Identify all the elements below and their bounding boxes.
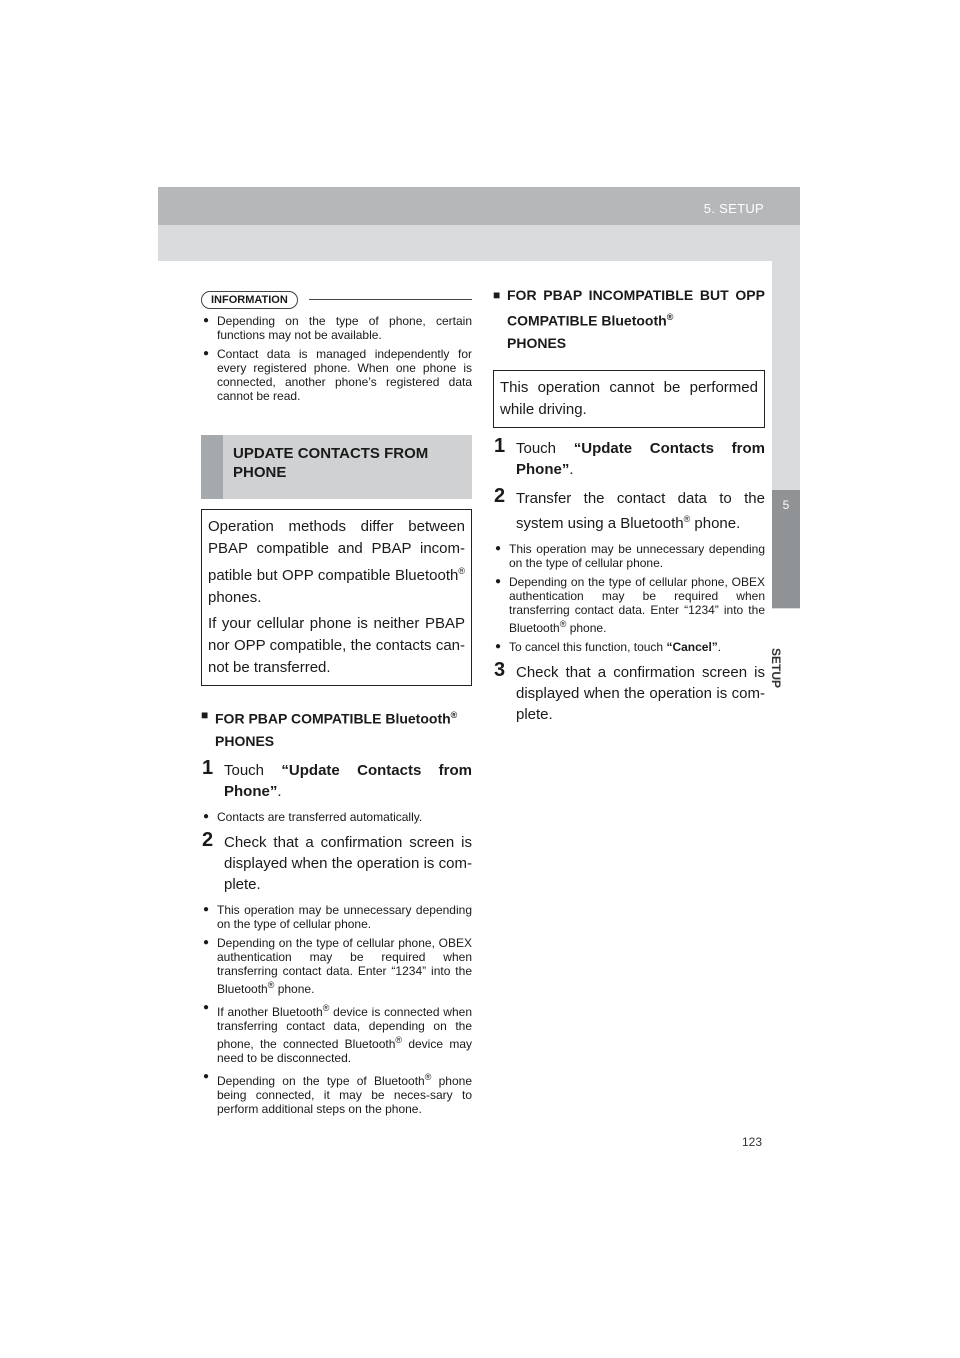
header-subband — [158, 225, 800, 261]
notice-text: Operation methods differ between PBAP compatible and PBAP incom-patible but OPP compatible Bluetooth — [208, 518, 465, 584]
registered-mark: ® — [666, 312, 674, 322]
note-text: Depending on the type of cellular phone, OBEX authentication may be required when transferring contact data. Enter “1234” into the Bluetooth — [217, 935, 472, 996]
note-text: Depending on the type of Bluetooth — [217, 1073, 425, 1088]
step-2 — [493, 484, 765, 534]
subheading-opp — [493, 284, 765, 354]
cancel-button-ref: “Cancel” — [666, 639, 718, 654]
step-text: Transfer the contact data to the system using a Bluetooth — [516, 489, 765, 532]
registered-mark: ® — [450, 710, 458, 720]
driving-notice-box — [493, 370, 765, 428]
information-divider — [309, 299, 472, 300]
registered-mark: ® — [424, 1071, 432, 1082]
section-header: 5. SETUP — [703, 201, 764, 216]
side-tab-label: SETUP — [769, 648, 783, 689]
note-text: . — [717, 639, 722, 654]
step-text: Touch — [224, 761, 282, 779]
step-number: 2 — [494, 484, 506, 507]
step-number: 2 — [202, 828, 214, 851]
note-text: If another Bluetooth — [217, 1004, 323, 1019]
step-1 — [201, 756, 472, 802]
registered-mark: ® — [458, 566, 465, 576]
step-number: 1 — [494, 434, 506, 457]
section-title-bar — [201, 435, 223, 499]
step-3 — [493, 658, 765, 725]
left-column — [201, 290, 472, 1121]
section-title — [201, 435, 472, 499]
step-1 — [493, 434, 765, 480]
side-tab-number[interactable]: 5 — [772, 490, 800, 608]
info-bullet: ● Contact data is managed independently for every registered phone. When one phone is connected, another phone’s registered data cannot be read. — [201, 347, 472, 403]
registered-mark: ® — [267, 979, 275, 990]
step-text: Check that a confirmation screen is displayed when the operation is com-plete. — [516, 663, 765, 723]
step-button-ref: “Update Contacts from Phone” — [224, 761, 472, 800]
subheading-text: FOR PBAP INCOMPATIBLE BUT OPP COMPATIBLE Bluetooth — [507, 287, 765, 329]
registered-mark: ® — [683, 513, 691, 524]
subheading-pbap — [201, 704, 472, 752]
notice-text: phones. — [208, 589, 262, 606]
section-title-text: UPDATE CONTACTS FROM PHONE — [233, 445, 429, 481]
subheading-text: PHONES — [215, 732, 275, 749]
note-bullet: ● This operation may be unnecessary depending on the type of cellular phone. — [493, 542, 765, 570]
note-bullet — [201, 1070, 472, 1116]
step-text: Check that a confirmation screen is displayed when the operation is com-plete. — [224, 833, 472, 893]
note-text: phone. — [274, 981, 315, 996]
note-text: device is connected when transferring contact data, depending on the phone, the connected Bluetooth — [217, 1004, 472, 1051]
note-bullet: ● This operation may be unnecessary depending on the type of cellular phone. — [201, 903, 472, 931]
note-text: To cancel this function, touch — [509, 639, 667, 654]
step-button-ref: “Update Contacts from Phone” — [516, 439, 765, 478]
notice-text: This operation cannot be performed while driving. — [500, 378, 758, 418]
step-number: 1 — [202, 756, 214, 779]
note-text: Depending on the type of cellular phone, OBEX authentication may be required when transferring contact data. Enter “1234” into the Bluetooth — [509, 574, 765, 635]
step-text: . — [277, 782, 282, 800]
step-number: 3 — [494, 658, 506, 681]
notice-text: If your cellular phone is neither PBAP nor OPP compatible, the contacts can-not be transferred. — [208, 615, 465, 676]
step-bullet: ● Contacts are transferred automatically. — [201, 810, 472, 824]
subheading-text: PHONES — [507, 334, 567, 351]
note-text: phone. — [566, 620, 607, 635]
page-number: 123 — [742, 1135, 763, 1149]
step-2 — [201, 828, 472, 895]
step-text: . — [569, 460, 574, 478]
note-bullet — [201, 936, 472, 996]
registered-mark: ® — [559, 618, 567, 629]
notice-box — [201, 509, 472, 686]
information-badge: INFORMATION — [201, 291, 298, 309]
note-text: device may need to be disconnected. — [217, 1036, 472, 1065]
registered-mark: ® — [395, 1034, 403, 1045]
step-text: phone. — [690, 514, 741, 532]
step-text: Touch — [516, 439, 574, 457]
note-bullet — [493, 640, 765, 654]
subheading-text: FOR PBAP COMPATIBLE Bluetooth — [215, 710, 451, 727]
note-bullet — [201, 1001, 472, 1065]
note-text: phone being connected, it may be neces-sary to perform additional steps on the phone. — [217, 1073, 472, 1116]
info-bullet: ● Depending on the type of phone, certain functions may not be available. — [201, 314, 472, 342]
registered-mark: ® — [322, 1002, 330, 1013]
note-bullet — [493, 575, 765, 635]
right-column — [493, 284, 765, 725]
